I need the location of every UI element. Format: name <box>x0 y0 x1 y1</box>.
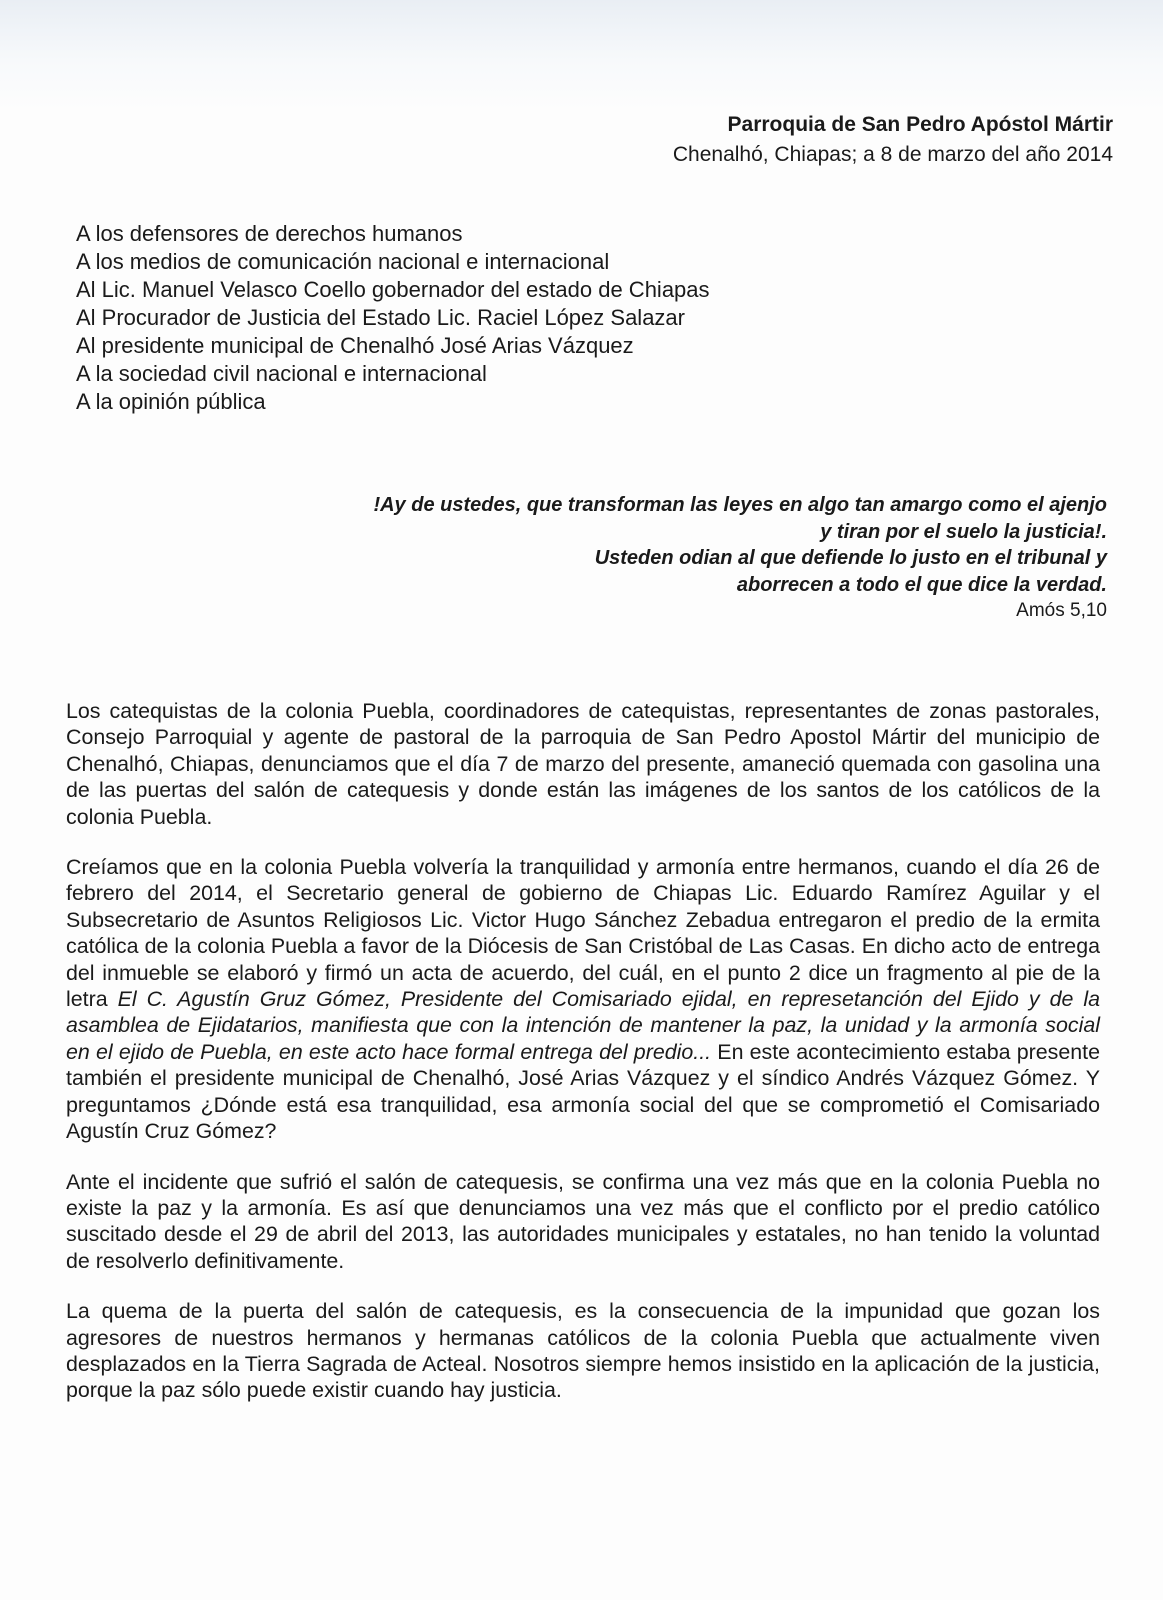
epigraph-reference: Amós 5,10 <box>1016 600 1107 621</box>
letter-header <box>673 110 1113 170</box>
paragraph-2-intro: Creíamos que en la colonia Puebla volvería la tranquilidad y armonía entre hermanos, cuando el día 26 de febrero del 2014, el Secretario general de gobierno de Chiapas Lic. Eduardo Ramírez Aguilar y el Subsecretario de Asuntos Religiosos Lic. Victor Hugo Sánchez Zebadua entregaron el predio de la ermita católica de la colonia Puebla a favor de la Diócesis de San Cristóbal de Las Casas. En dicho acto de entrega del inmueble se elaboró y firmó un acta de acuerdo, del cuál, en el punto 2 dice un fragmento al pie de la letra <box>66 855 1100 1012</box>
epigraph-line: aborrecen a todo el que dice la verdad. <box>736 573 1107 596</box>
epigraph-line: Usteden odian al que defiende lo justo en el tribunal y <box>594 547 1107 569</box>
recipient-line: Al Procurador de Justicia del Estado Lic. Raciel López Salazar <box>76 305 685 330</box>
body-paragraph-2 <box>66 854 1100 1144</box>
epigraph-line: y tiran por el suelo la justicia!. <box>820 520 1107 543</box>
acta-quote: El C. Agustín Gruz Gómez, Presidente del Comisariado ejidal, en represetanción del Ejido y de la asamblea de Ejidatarios, manifiesta que con la intención de mantener la paz, la unidad y la armonía social en el ejido de Puebla, en este acto hace formal entrega del predio... <box>66 987 1100 1064</box>
recipient-line: A los defensores de derechos humanos <box>76 221 463 246</box>
body-paragraph-3: Ante el incidente que sufrió el salón de catequesis, se confirma una vez más que en la colonia Puebla no existe la paz y la armonía. Es así que denunciamos una vez más que el conflicto por el predio católico suscitado desde el 29 de abril del 2013, las autoridades municipales y estatales, no han tenido la voluntad de resolverlo definitivamente. <box>66 1169 1100 1273</box>
recipient-line: A la opinión pública <box>76 389 266 414</box>
parish-name: Parroquia de San Pedro Apóstol Mártir <box>727 113 1113 136</box>
recipients-list <box>76 220 710 416</box>
body-paragraph-1: Los catequistas de la colonia Puebla, coordinadores de catequistas, representantes de zonas pastorales, Consejo Parroquial y agente de pastoral de la parroquia de San Pedro Apostol Mártir del municipio de Chenalhó, Chiapas, denunciamos que el día 7 de marzo del presente, amaneció quemada con gasolina una de las puertas del salón de catequesis y donde están las imágenes de los santos de los católicos de la colonia Puebla. <box>66 699 1100 829</box>
recipient-line: Al presidente municipal de Chenalhó José Arias Vázquez <box>76 333 634 358</box>
place-date: Chenalhó, Chiapas; a 8 de marzo del año 2014 <box>672 143 1113 166</box>
recipient-line: Al Lic. Manuel Velasco Coello gobernador del estado de Chiapas <box>76 277 710 302</box>
epigraph-line: !Ay de ustedes, que transforman las leyes en algo tan amargo como el ajenjo <box>373 494 1107 516</box>
recipient-line: A la sociedad civil nacional e internacional <box>76 361 487 386</box>
letter-body <box>66 698 1100 1428</box>
body-paragraph-4: La quema de la puerta del salón de catequesis, es la consecuencia de la impunidad que gozan los agresores de nuestros hermanos y hermanas católicos de la colonia Puebla que actualmente viven desplazados en la Tierra Sagrada de Acteal. Nosotros siempre hemos insistido en la aplicación de la justicia, porque la paz sólo puede existir cuando hay justicia. <box>66 1299 1100 1403</box>
biblical-epigraph <box>373 492 1107 625</box>
paragraph-2-close: En este acontecimiento estaba presente también el presidente municipal de Chenalhó, José Arias Vázquez y el síndico Andrés Vázquez Gómez. Y preguntamos ¿Dónde está esa tranquilidad, esa armonía social del que se comprometió el Comisariado Agustín Cruz Gómez? <box>66 1039 1100 1144</box>
recipient-line: A los medios de comunicación nacional e internacional <box>76 249 610 274</box>
